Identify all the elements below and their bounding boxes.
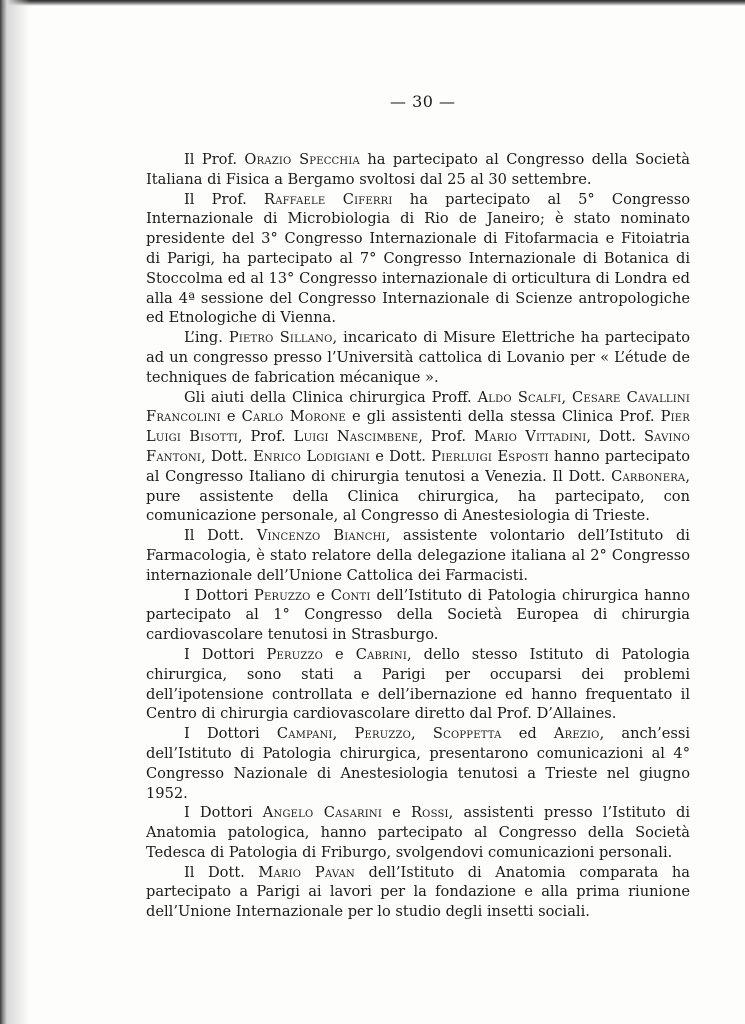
person-name: Cesare Cavallini Francolini [146,388,691,426]
text-run: , incaricato di Misure Elettriche ha partecipato ad un congresso presso l’Università cattolica di Lovanio per « L’étude de techniques de fabrication mécanique ». [146,329,690,386]
text-run: I Dottori [184,586,254,604]
text-run: hanno partecipato al Congresso Italiano di chirurgia tenutosi a Venezia. Il Dott. [146,447,690,485]
person-name: Raffaele Ciferri [264,190,393,208]
paragraph [146,724,690,803]
text-run: Il Prof. [184,190,265,208]
text-run: , dello stesso Istituto di Patologia chirurgica, sono stati a Parigi per occuparsi dei problemi dell’ipotensione controllata e dell’ibernazione ed hanno frequentato il Centro di chirurgia cardiovascolare diretto dal Prof. D’Allaines. [146,645,690,723]
person-name: Luigi Nascimbene [293,428,419,446]
person-name: Pietro Sillano [228,329,333,347]
text-run: Il Dott. [184,863,259,881]
person-name: Aldo Scalfi [477,388,562,406]
person-name: Arezio [553,725,600,743]
text-run: ha partecipato al 5° Congresso Internazionale di Microbiologia di Rio de Janeiro; è stato nominato presidente del 3° Congresso Internazionale di Fitofarmacia e Fitoiatria di Parigi, ha partecipato al 7° Congresso Internazionale di Botanica di Stoccolma ed al 13° Congresso internazionale di orticultura di Londra ed alla 4ª sessione del Congresso Internazionale di Scienze antropologiche ed Etnologiche di Vienna. [146,190,690,327]
paragraph [146,328,690,387]
paragraph [146,645,690,724]
text-run: , [561,388,572,406]
person-name: Mario Vittadini [474,428,587,446]
page-binding-shadow [0,0,30,1024]
text-run: L’ing. [184,329,229,347]
text-run: I Dottori [184,725,277,743]
text-run: e [310,586,331,604]
text-run: , assistente volontario dell’Istituto di Farmacologia, è stato relatore della delegazione italiana al 2° Congresso internazionale dell’Unione Cattolica dei Farmacisti. [146,527,690,584]
text-run: e [323,645,356,663]
text-run: , [411,725,433,743]
text-run: e [382,804,411,822]
person-name: Cabrini [355,645,408,663]
paragraph [146,190,690,329]
paragraph [146,586,690,645]
text-run: dell’Istituto di Patologia chirurgica hanno partecipato al 1° Congresso della Società Europea di chirurgia cardiovascolare tenutosi in Strasburgo. [146,586,690,644]
text-run: I Dottori [184,645,267,663]
person-name: Mario Pavan [258,863,355,881]
text-run: Il Dott. [184,527,257,545]
page-number: — 30 — [390,92,456,111]
person-name: Campani [276,725,333,743]
text-run: , assistenti presso l’Istituto di Anatomia patologica, hanno partecipato al Congresso della Società Tedesca di Patologia di Friburgo, svolgendovi comunicazioni personali. [146,804,690,861]
person-name: Carlo Morone [241,408,346,426]
person-name: Rossi [410,804,449,822]
text-run: e Dott. [369,447,432,465]
person-name: Savino Fantoni [146,428,690,465]
person-name: Vincenzo Bianchi [256,527,386,545]
body-text [146,150,690,922]
paragraph [146,803,690,862]
page-top-edge-shadow [0,0,745,6]
text-run: , [332,725,355,743]
person-name: Peruzzo [354,725,412,743]
person-name: Pierluigi Esposti [431,447,549,465]
text-run: , Dott. [586,428,644,446]
person-name: Conti [330,586,371,604]
text-run: , Dott. [201,447,254,465]
person-name: Enrico Lodigiani [253,447,370,465]
paragraph [146,388,690,527]
text-run: e [220,408,242,426]
text-run: Gli aiuti della Clinica chirurgica Proff. [184,388,478,406]
person-name: Pier Luigi Bisotti [146,408,691,446]
person-name: Angelo Casarini [262,804,382,822]
person-name: Peruzzo [266,645,324,663]
text-run: , pure assistente della Clinica chirurgica, ha partecipato, con comunicazione personale, al Congresso di Anestesiologia di Trieste. [146,467,690,525]
person-name: Orazio Specchia [244,151,360,168]
text-run: e gli assistenti della stessa Clinica Prof. [345,408,661,426]
text-run: ha partecipato al Congresso della Società Italiana di Fisica a Bergamo svoltosi dal 25 al 30 settembre. [146,151,690,188]
text-run: Il Prof. [184,151,245,168]
paragraph [146,150,690,190]
paragraph [146,526,690,585]
text-run: , Prof. [418,428,475,446]
text-run: , Prof. [237,428,294,446]
person-name: Scoppetta [432,725,502,743]
text-run: , anch’essi dell’Istituto di Patologia chirurgica, presentarono comunicazioni al 4° Congresso Nazionale di Anestesiologia tenutosi a Trieste nel giugno 1952. [146,725,691,802]
text-run: dell’Istituto di Anatomia comparata ha partecipato a Parigi ai lavori per la fondazione e alla prima riunione dell’Unione Internazionale per lo studio degli insetti sociali. [146,863,690,921]
person-name: Peruzzo [254,586,311,604]
text-run: I Dottori [184,804,263,822]
person-name: Carbonera [611,467,686,485]
paragraph [146,863,690,922]
text-run: ed [501,725,554,743]
